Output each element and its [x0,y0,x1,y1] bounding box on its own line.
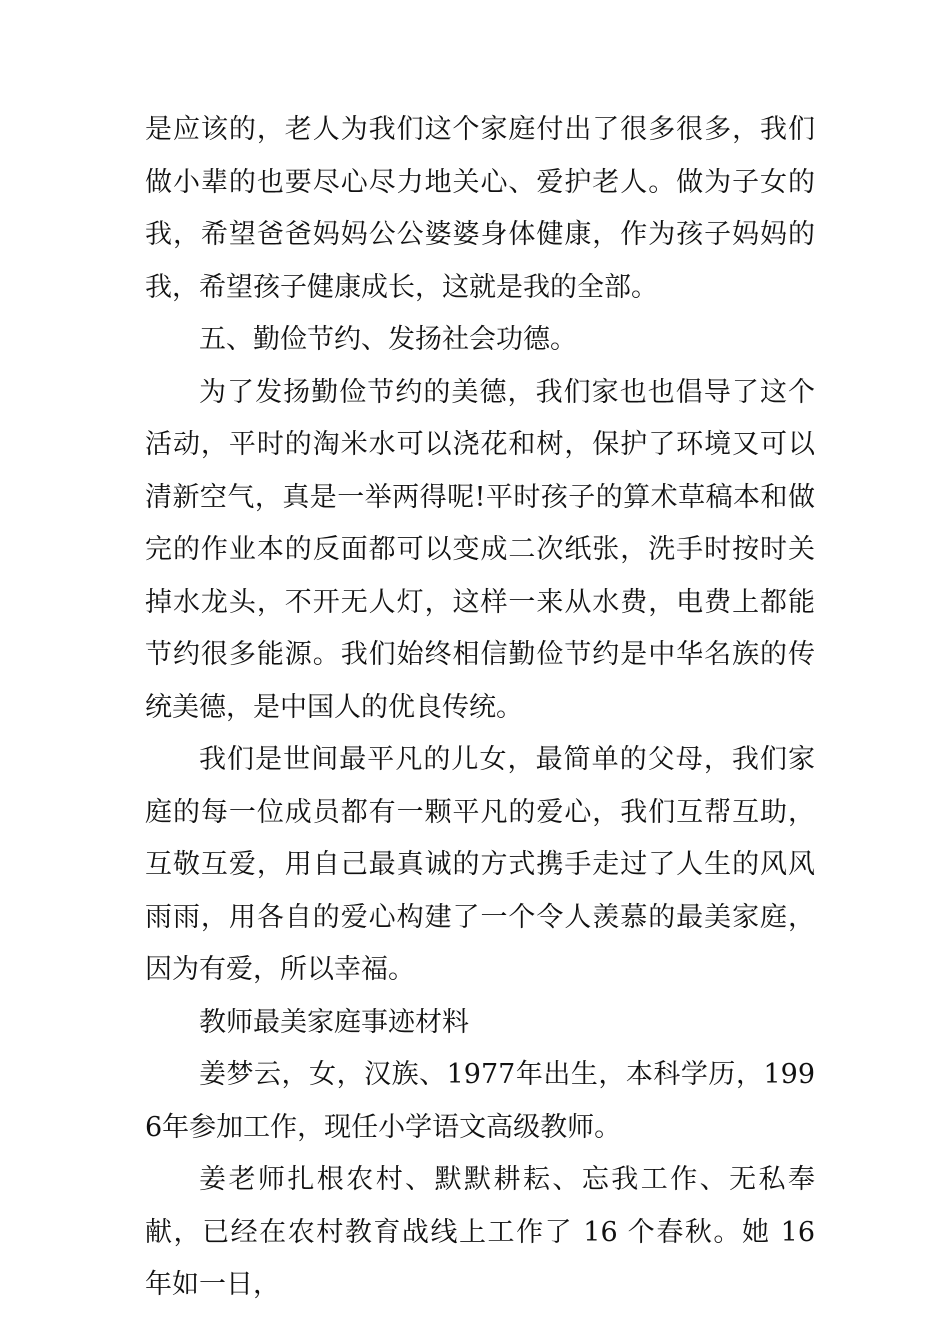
paragraph-thrift: 为了发扬勤俭节约的美德，我们家也也倡导了这个活动，平时的淘米水可以浇花和树，保护了环境又可以清新空气，真是一举两得呢!平时孩子的算术草稿本和做完的作业本的反面都可以变成二次纸张，洗手时按时关掉水龙头，不开无人灯，这样一来从水费，电费上都能节约很多能源。我们始终相信勤俭节约是中华名族的传统美德，是中国人的优良传统。 [145,376,815,723]
section-heading-thrift: 五、勤俭节约、发扬社会功德。 [199,324,577,355]
paragraph-profile: 姜梦云，女，汉族、1977年出生，本科学历，1996年参加工作，现任小学语文高级教师。 [145,1059,815,1143]
paragraph-career: 姜老师扎根农村、默默耕耘、忘我工作、无私奉献，已经在农村教育战线上工作了 16 个春秋。她 16 年如一日， [145,1164,815,1300]
document-body [145,104,815,1312]
paragraph-continuation: 是应该的，老人为我们这个家庭付出了很多很多，我们做小辈的也要尽心尽力地关心、爱护老人。做为子女的我，希望爸爸妈妈公公婆婆身体健康，作为孩子妈妈的我，希望孩子健康成长，这就是我的全部。 [145,114,815,303]
document-subtitle: 教师最美家庭事迹材料 [199,1006,469,1038]
paragraph-family-summary: 我们是世间最平凡的儿女，最简单的父母，我们家庭的每一位成员都有一颗平凡的爱心，我们互帮互助，互敬互爱，用自己最真诚的方式携手走过了人生的风风雨雨，用各自的爱心构建了一个令人羡慕的最美家庭，因为有爱，所以幸福。 [145,744,815,985]
